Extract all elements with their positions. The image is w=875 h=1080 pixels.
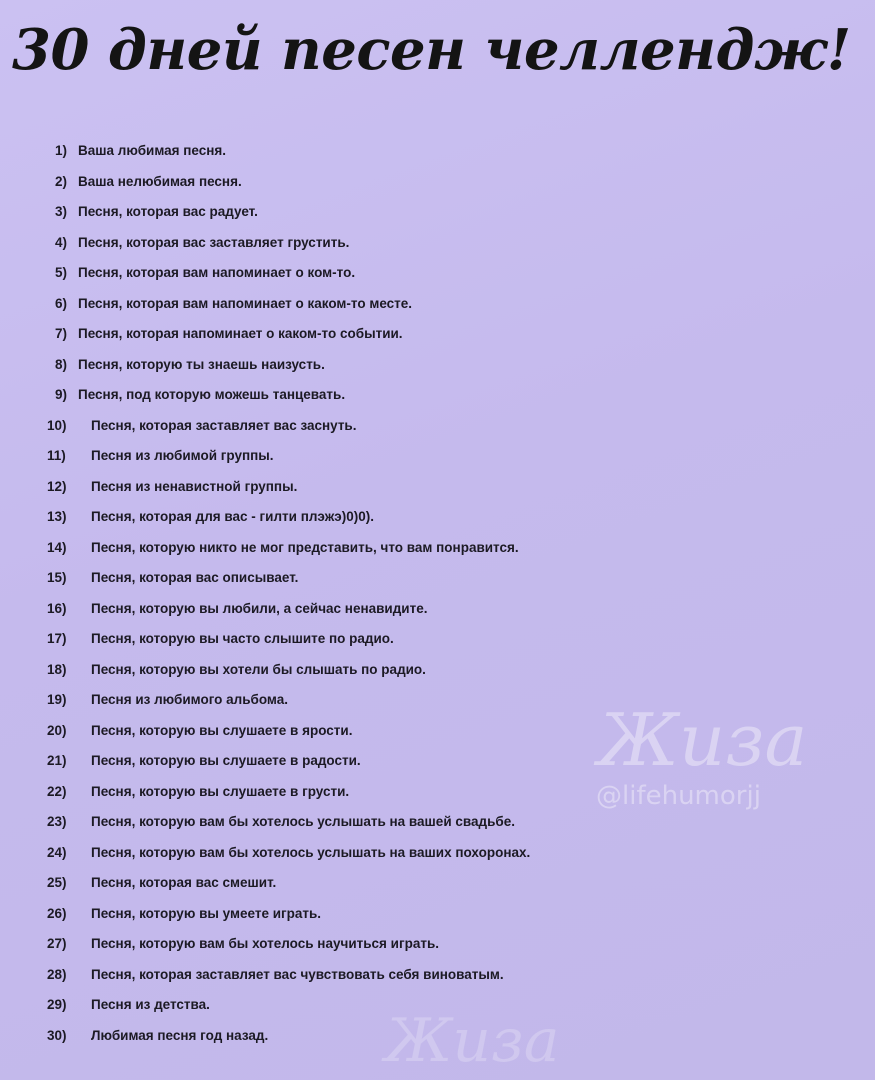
item-text: Песня, которая напоминает о каком-то событии. [78,326,403,341]
item-number: 1) [55,143,68,158]
page-title: 30 дней песен челлендж! [12,17,851,83]
item-text: Песня, которую вы слушаете в грусти. [91,783,350,799]
item-text: Песня, которую вам бы хотелось услышать на вашей свадьбе. [91,814,515,829]
item-text: Любимая песня год назад. [91,1027,269,1043]
item-number: 28) [47,966,67,982]
item-number: 13) [47,509,67,524]
item-text: Песня, под которую можешь танцевать. [78,387,346,402]
item-text: Песня, которая заставляет вас заснуть. [91,417,357,433]
item-text: Песня, которую вы слушаете в радости. [91,753,361,768]
item-number: 11) [47,448,66,463]
item-number: 20) [47,722,67,738]
item-text: Песня, которая заставляет вас чувствовать себя виноватым. [91,966,504,982]
item-number: 22) [47,783,67,799]
item-text: Песня, которая вам напоминает о каком-то месте. [78,295,413,311]
item-number: 6) [55,295,68,311]
item-number: 27) [47,936,67,951]
item-text: Песня, которую вам бы хотелось услышать на ваших похоронах. [91,844,531,860]
item-text: Ваша любимая песня. [78,143,227,158]
item-text: Песня из любимой группы. [91,448,274,463]
item-text: Песня из детства. [91,997,210,1012]
item-text: Песня, которая вас заставляет грустить. [78,234,350,250]
item-number: 21) [47,753,67,768]
item-text: Песня из ненавистной группы. [91,478,298,494]
item-number: 29) [47,997,67,1012]
item-text: Песня, которую вы любили, а сейчас ненавидите. [91,600,428,616]
watermark-logo: Жиза [598,698,808,782]
item-text: Ваша нелюбимая песня. [78,173,242,189]
item-number: 19) [47,692,67,707]
item-number: 24) [47,844,67,860]
item-number: 16) [47,600,67,616]
item-number: 9) [55,387,68,402]
item-number: 2) [55,173,68,189]
item-number: 4) [55,234,68,250]
item-number: 7) [55,326,68,341]
item-number: 26) [47,905,67,921]
watermark-logo-bottom: Жиза [385,1006,560,1076]
item-text: Песня, которая для вас - гилти плэжэ)0)0). [91,509,374,524]
item-text: Песня, которую вы слушаете в ярости. [91,722,353,738]
item-text: Песня, которую вы хотели бы слышать по радио. [91,661,426,677]
item-number: 8) [55,356,68,372]
item-number: 17) [47,631,67,646]
item-text: Песня, которая вас описывает. [91,570,299,585]
item-number: 3) [55,204,68,219]
item-text: Песня, которая вас смешит. [91,875,277,890]
item-number: 14) [47,539,67,555]
watermark-handle: @lifehumorjj [596,781,761,811]
item-number: 5) [55,265,68,280]
item-number: 15) [47,570,67,585]
item-number: 23) [47,814,67,829]
item-text: Песня, которая вас радует. [78,204,258,219]
item-text: Песня, которую ты знаешь наизусть. [78,356,325,372]
item-text: Песня, которую никто не мог представить, что вам понравится. [91,539,519,555]
item-number: 10) [47,417,67,433]
item-text: Песня из любимого альбома. [91,692,289,707]
item-number: 12) [47,478,67,494]
item-number: 30) [47,1027,67,1043]
item-text: Песня, которую вам бы хотелось научиться играть. [91,936,440,951]
item-text: Песня, которую вы часто слышите по радио. [91,631,394,646]
item-text: Песня, которая вам напоминает о ком-то. [78,265,356,280]
item-text: Песня, которую вы умеете играть. [91,905,322,921]
item-number: 25) [47,875,67,890]
item-number: 18) [47,661,67,677]
